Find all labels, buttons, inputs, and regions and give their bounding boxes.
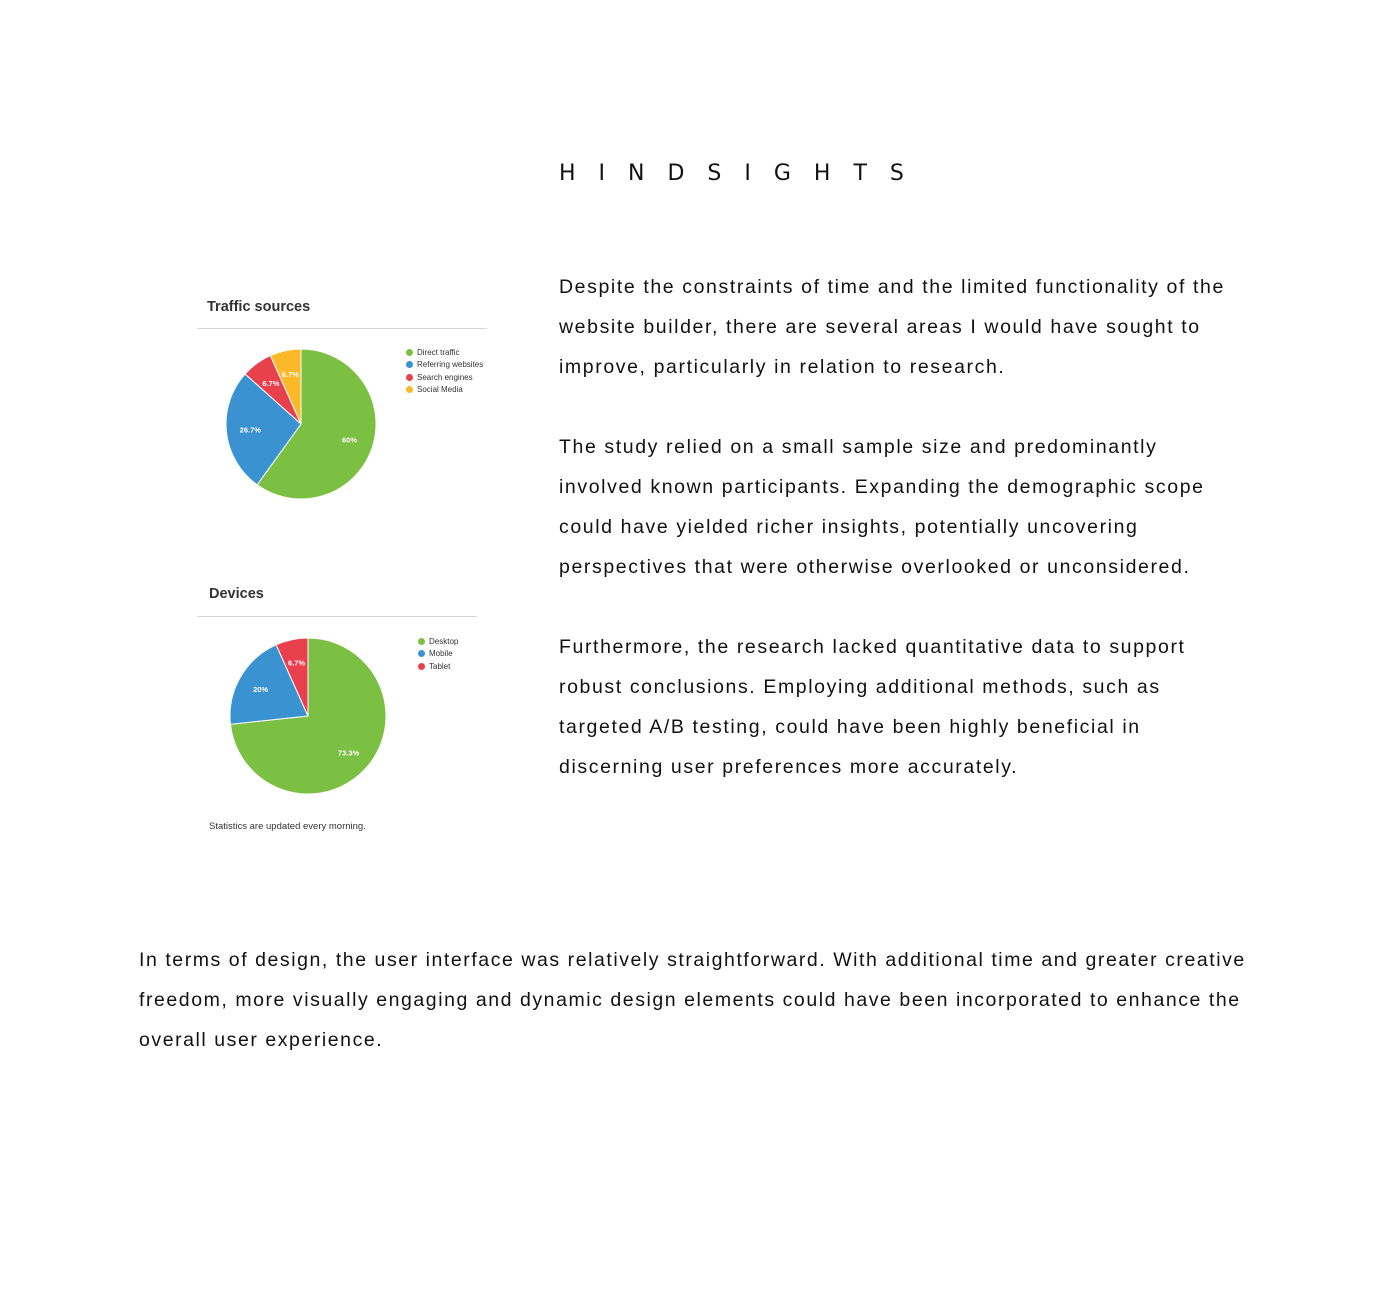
chart-title: Devices <box>209 586 264 602</box>
section-heading: HINDSIGHTS <box>559 161 927 186</box>
chart-legend <box>406 346 483 396</box>
body-text <box>559 267 1239 827</box>
pie-slice-label: 6.7% <box>262 378 280 388</box>
chart-title: Traffic sources <box>207 299 311 315</box>
paragraph: Furthermore, the research lacked quantitative data to support robust conclusions. Employing additional methods, such as targeted A/B testing, could have been highly beneficial in discerning user preferences more accurately. <box>559 636 1186 778</box>
legend-label: Direct traffic <box>417 347 460 357</box>
legend-swatch <box>418 650 425 657</box>
legend-label: Desktop <box>429 636 459 646</box>
legend-item <box>406 359 483 372</box>
legend-item <box>418 635 458 648</box>
legend-item <box>406 346 483 359</box>
devices-pie <box>228 636 388 796</box>
pie-slice-label: 6.7% <box>281 370 299 380</box>
legend-swatch <box>406 374 413 381</box>
legend-swatch <box>406 361 413 368</box>
legend-label: Search engines <box>417 372 473 382</box>
legend-item <box>406 371 483 384</box>
legend-swatch <box>406 386 413 393</box>
chart-divider <box>197 616 477 617</box>
legend-label: Mobile <box>429 649 453 659</box>
legend-label: Tablet <box>429 661 451 671</box>
legend-swatch <box>418 663 425 670</box>
pie-slice-label: 73.3% <box>337 748 360 758</box>
legend-label: Referring websites <box>417 360 484 370</box>
chart-divider <box>197 328 487 329</box>
pie-slice-label: 26.7% <box>239 425 261 435</box>
paragraph: The study relied on a small sample size and predominantly involved known participants. Expanding the demographic scope could have yielded richer insights, potentially uncovering perspectives that were otherwise overlooked or unconsidered. <box>559 436 1205 578</box>
chart-footnote: Statistics are updated every morning. <box>209 821 366 832</box>
legend-label: Social Media <box>417 385 463 395</box>
pie-slice-label: 6.7% <box>288 658 306 668</box>
legend-swatch <box>406 349 413 356</box>
pie-slice-label: 20% <box>253 684 269 694</box>
paragraph: Despite the constraints of time and the limited functionality of the website builder, there are several areas I would have sought to improve, particularly in relation to research. <box>559 276 1225 378</box>
pie-slice-label: 60% <box>342 435 358 445</box>
legend-item <box>406 384 483 397</box>
traffic-sources-pie <box>224 347 378 501</box>
closing-paragraph: In terms of design, the user interface was relatively straightforward. With additional time and greater creative freedom, more visually engaging and dynamic design elements could have been incorporated to enhance the overall user experience. <box>139 949 1246 1051</box>
legend-swatch <box>418 638 425 645</box>
legend-item <box>418 660 458 673</box>
legend-item <box>418 648 458 661</box>
chart-legend <box>418 635 458 673</box>
